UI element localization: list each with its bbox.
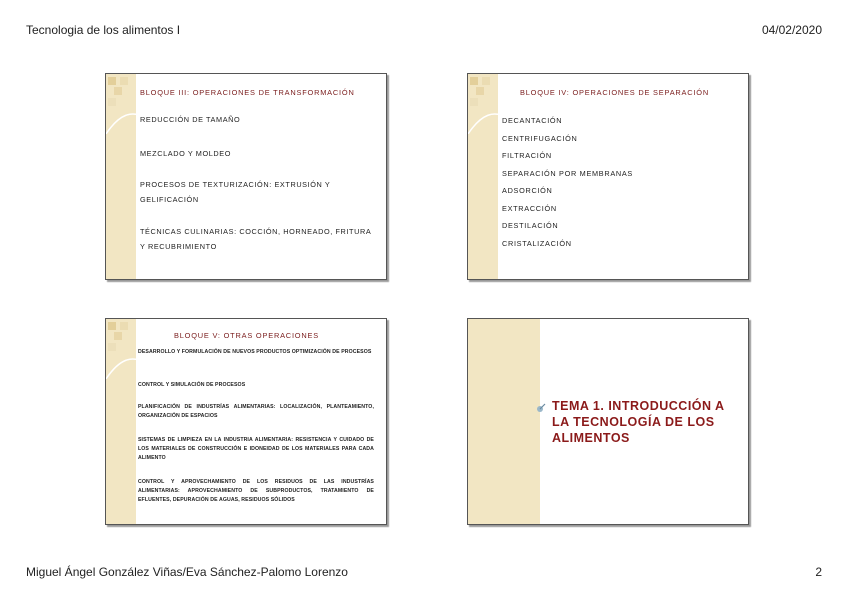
slide-bloque-iv: [467, 73, 749, 280]
list-item: ADSORCIÓN: [502, 186, 553, 195]
slide-item: CONTROL Y APROVECHAMIENTO DE LOS RESIDUOS DE LAS INDUSTRÍAS ALIMENTARIAS: APROVECHAMIENTO DE SUBPRODUCTOS, TRATAMIENTO DE EFLUENTES, DEPURACIÓN DE AGUAS, RESIDUOS SÓLIDOS: [138, 479, 374, 503]
slide-bloque-v: [105, 318, 387, 525]
slide-item: PROCESOS DE TEXTURIZACIÓN: EXTRUSIÓN Y GELIFICACIÓN: [140, 180, 331, 204]
slide-item: DESARROLLO Y FORMULACIÓN DE NUEVOS PRODUCTOS OPTIMIZACIÓN DE PROCESOS: [138, 349, 372, 355]
list-item: SEPARACIÓN POR MEMBRANAS: [502, 168, 634, 178]
list-item: CENTRIFUGACIÓN: [502, 133, 578, 143]
slide-title: BLOQUE V: OTRAS OPERACIONES: [174, 331, 319, 340]
page-number: 2: [815, 565, 822, 579]
slide-item: TÉCNICAS CULINARIAS: COCCIÓN, HORNEADO, FRITURA Y RECUBRIMIENTO: [140, 227, 371, 251]
slide-item: PLANIFICACIÓN DE INDUSTRÍAS ALIMENTARIAS: LOCALIZACIÓN, PLANTEAMIENTO, ORGANIZACIÓN DE ESPACIOS: [138, 404, 374, 419]
slide-item: REDUCCIÓN DE TAMAÑO: [140, 115, 241, 124]
operations-list: [502, 112, 633, 252]
document-title: Tecnologia de los alimentos I: [26, 23, 181, 37]
slide-tema-1: [467, 318, 749, 525]
list-item: EXTRACCIÓN: [502, 203, 557, 213]
list-item: CRISTALIZACIÓN: [502, 238, 572, 248]
slide-bloque-iii: [105, 73, 387, 280]
slide-title: BLOQUE IV: OPERACIONES DE SEPARACIÓN: [520, 88, 709, 97]
slide-main-title: TEMA 1. INTRODUCCIÓN A LA TECNOLOGÍA DE LOS ALIMENTOS: [552, 399, 725, 445]
slide-item: CONTROL Y SIMULACIÓN DE PROCESOS: [138, 382, 246, 388]
slide-item: SISTEMAS DE LIMPIEZA EN LA INDUSTRIA ALIMENTARIA: RESISTENCIA Y CUIDADO DE LOS MATERIALES DE CONSTRUCCIÓN E IDONEIDAD DE LOS MATERIALES PARA CADA ALIMENTO: [138, 437, 374, 461]
slide-title: BLOQUE III: OPERACIONES DE TRANSFORMACIÓN: [140, 88, 355, 97]
slide-side-band: [468, 319, 540, 524]
document-date: 04/02/2020: [761, 23, 822, 37]
footer-authors: Miguel Ángel González Viñas/Eva Sánchez-Palomo Lorenzo: [26, 565, 348, 579]
list-item: DESTILACIÓN: [502, 221, 559, 230]
slide-item: MEZCLADO Y MOLDEO: [140, 149, 232, 158]
list-item: FILTRACIÓN: [502, 151, 552, 160]
list-item: DECANTACIÓN: [502, 116, 563, 125]
bullet-icon: [536, 403, 546, 413]
